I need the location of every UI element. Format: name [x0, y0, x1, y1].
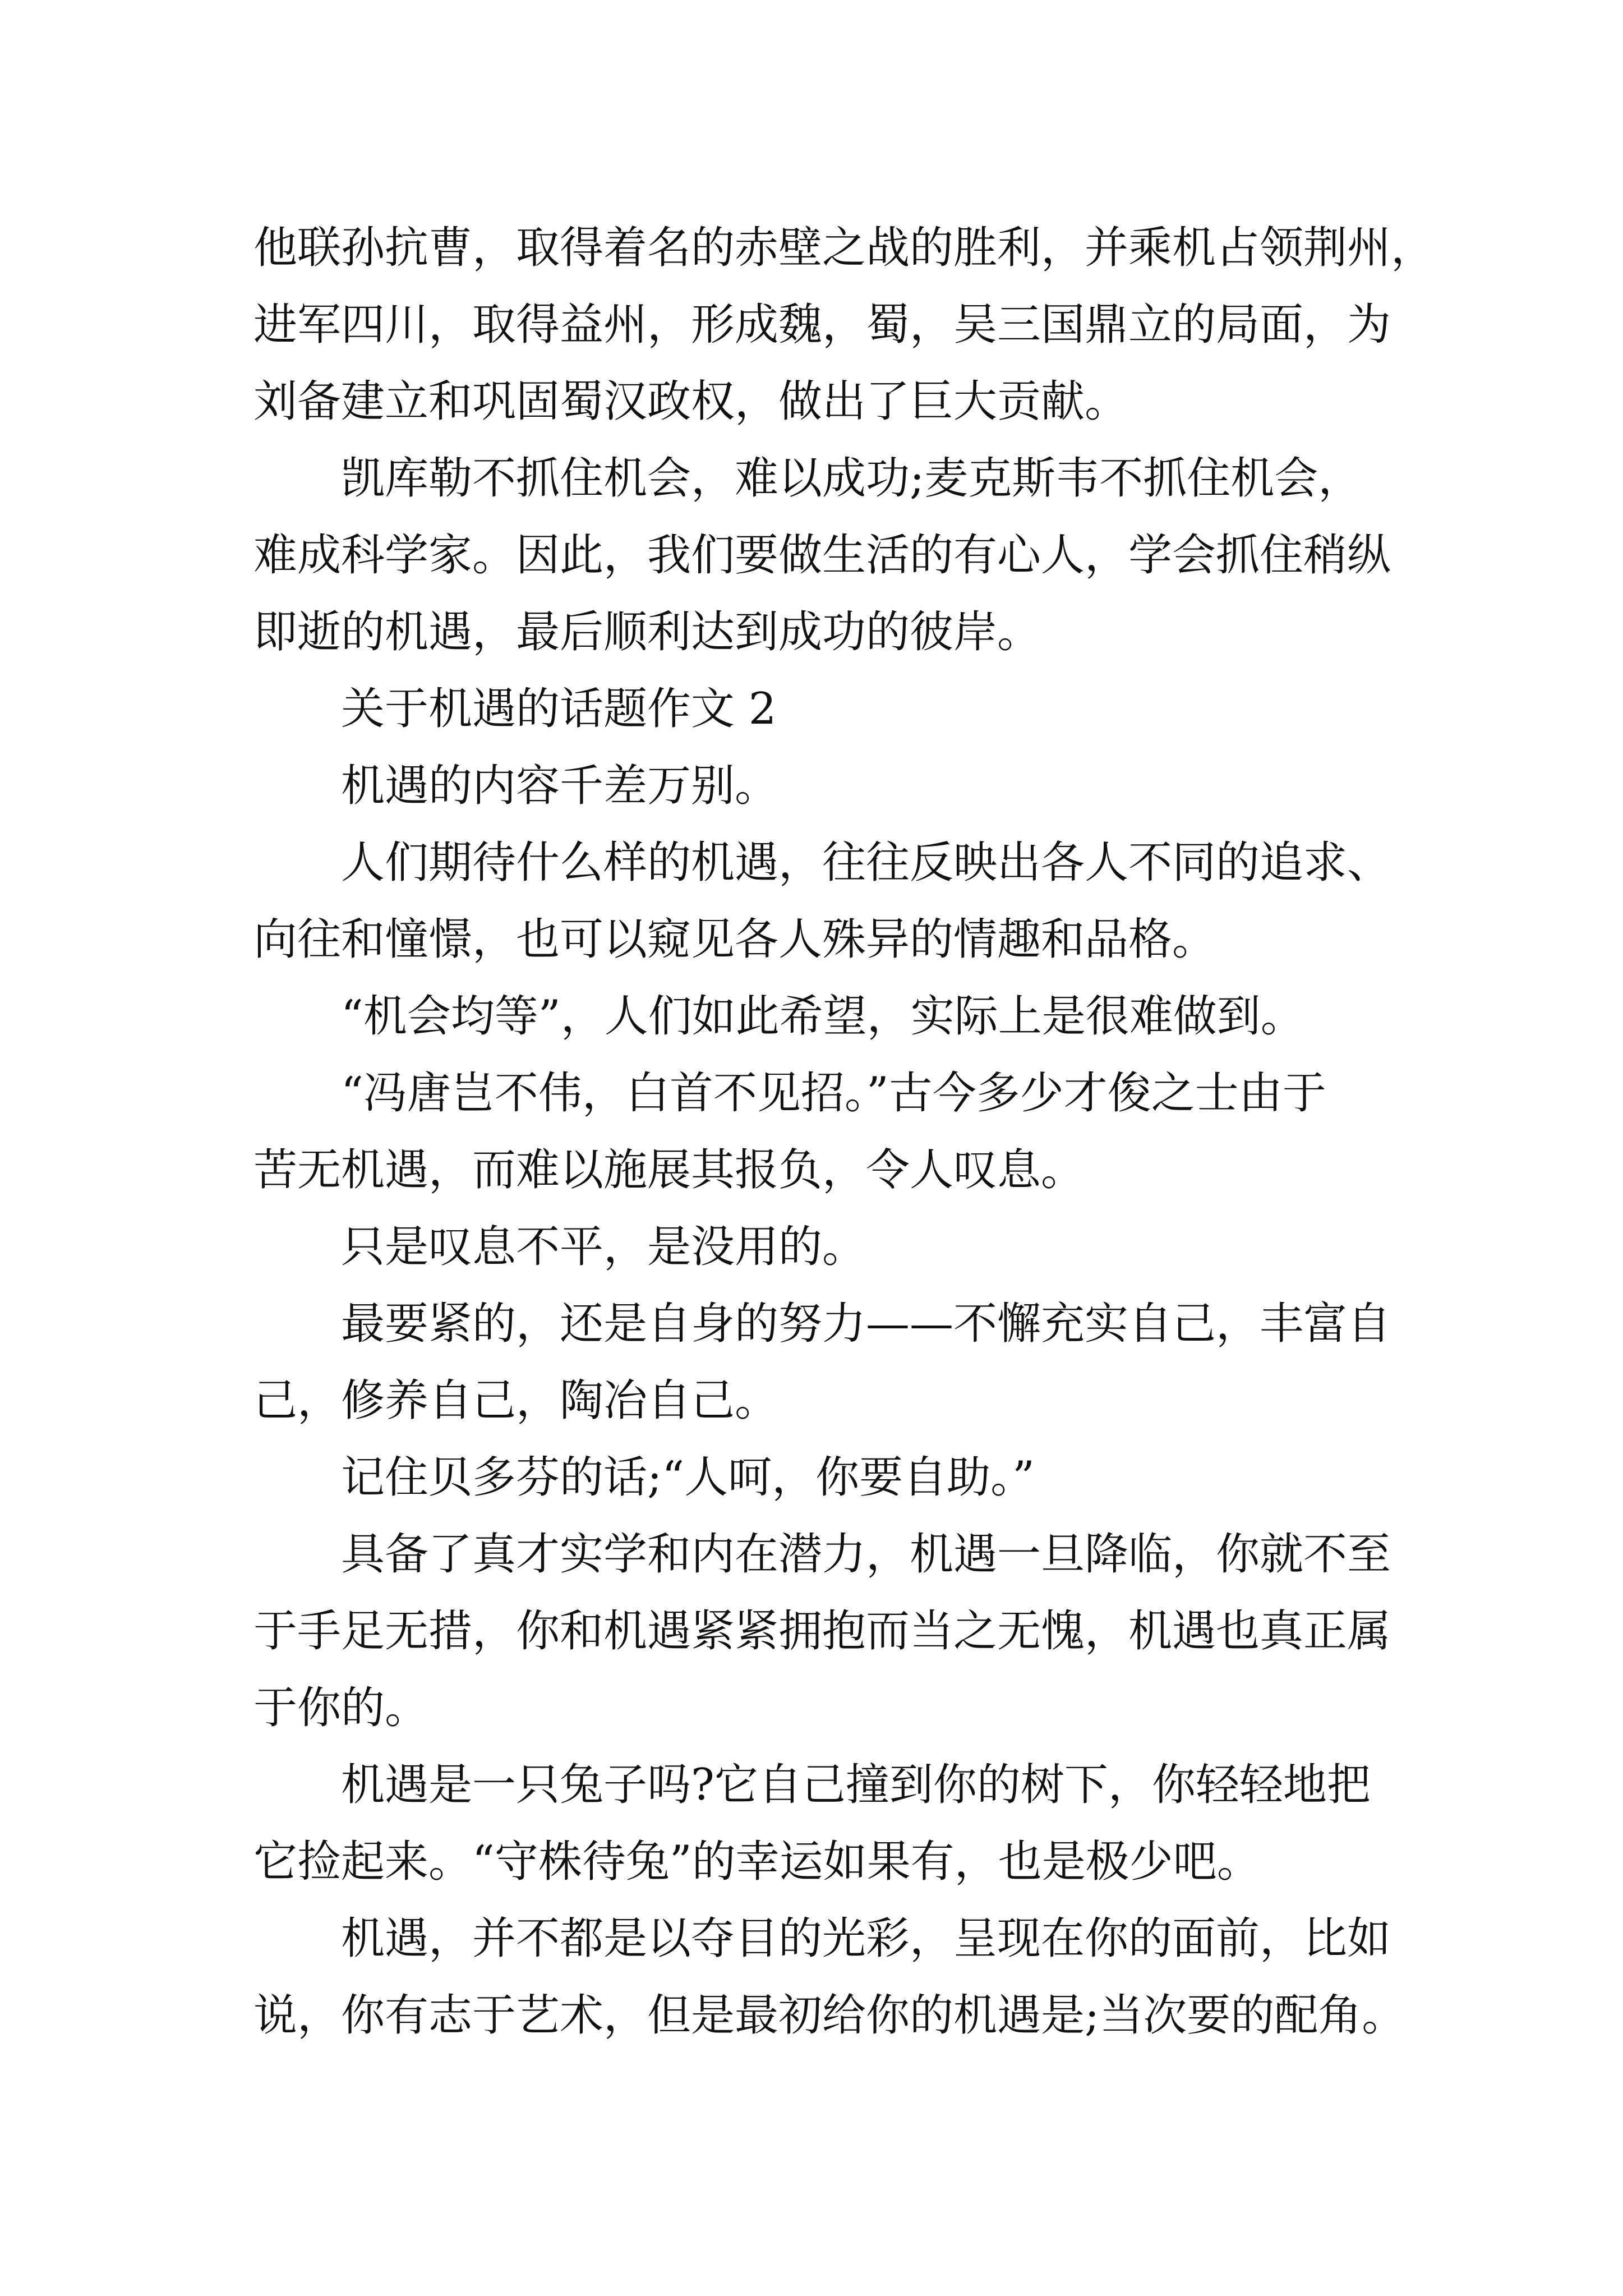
text-line: 己，修养自己，陶冶自己。	[253, 1375, 779, 1426]
essay-title	[253, 671, 1515, 748]
text-line: 机遇的内容千差万别。	[341, 761, 779, 811]
text-line: 最要紧的，还是自身的努力——不懈充实自己，丰富自	[341, 1299, 1391, 1349]
text-line: 人们期待什么样的机遇，往往反映出各人不同的追求、	[341, 838, 1391, 888]
paragraph	[253, 1516, 1515, 1747]
text-line: 向往和憧憬，也可以窥见各人殊异的情趣和品格。	[253, 914, 1216, 965]
paragraph	[253, 1209, 1515, 1286]
text-line: 只是叹息不平，是没用的。	[341, 1222, 866, 1272]
text-line: 即逝的机遇，最后顺利达到成功的彼岸。	[253, 607, 1041, 657]
text-line: 他联孙抗曹，取得着名的赤壁之战的胜利，并乘机占领荆州，	[253, 223, 1435, 273]
paragraph	[253, 978, 1515, 1055]
text-line: 于你的。	[253, 1683, 429, 1733]
text-line: 说，你有志于艺术，但是最初给你的机遇是;当次要的配角。	[253, 1990, 1406, 2041]
paragraph	[253, 1439, 1515, 1516]
text-line: 刘备建立和巩固蜀汉政权，做出了巨大贡献。	[253, 376, 1129, 427]
paragraph	[253, 1055, 1515, 1209]
paragraph	[253, 1901, 1515, 2054]
text-line: 苦无机遇，而难以施展其报负，令人叹息。	[253, 1145, 1085, 1195]
paragraph	[253, 748, 1515, 825]
text-line: 机遇，并不都是以夺目的光彩，呈现在你的面前，比如	[341, 1913, 1391, 1964]
text-line: 于手足无措，你和机遇紧紧拥抱而当之无愧，机遇也真正属	[253, 1606, 1391, 1657]
text-line: 它捡起来。“守株待兔”的幸运如果有，也是极少吧。	[253, 1837, 1261, 1887]
text-line: 难成科学家。因此，我们要做生活的有心人，学会抓住稍纵	[253, 530, 1391, 581]
paragraph	[253, 1747, 1515, 1901]
paragraph	[253, 825, 1515, 978]
text-line: 具备了真才实学和内在潜力，机遇一旦降临，你就不至	[341, 1529, 1391, 1580]
text-line: 凯库勒不抓住机会，难以成功;麦克斯韦不抓住机会，	[341, 453, 1362, 504]
paragraph	[253, 1286, 1515, 1439]
paragraph	[253, 440, 1515, 671]
text-line: “冯唐岂不伟，白首不见招。”古今多少才俊之士由于	[341, 1068, 1326, 1119]
paragraph	[253, 210, 1515, 440]
text-line: 记住贝多芬的话;“人呵，你要自助。”	[341, 1452, 1035, 1503]
essay-title-line: 关于机遇的话题作文 2	[341, 684, 777, 734]
document-body	[253, 210, 1515, 2054]
text-line: 机遇是一只兔子吗?它自己撞到你的树下，你轻轻地把	[341, 1760, 1371, 1810]
text-line: “机会均等”，人们如此希望，实际上是很难做到。	[341, 991, 1304, 1042]
text-line: 进军四川，取得益州，形成魏，蜀，吴三国鼎立的局面，为	[253, 300, 1391, 350]
